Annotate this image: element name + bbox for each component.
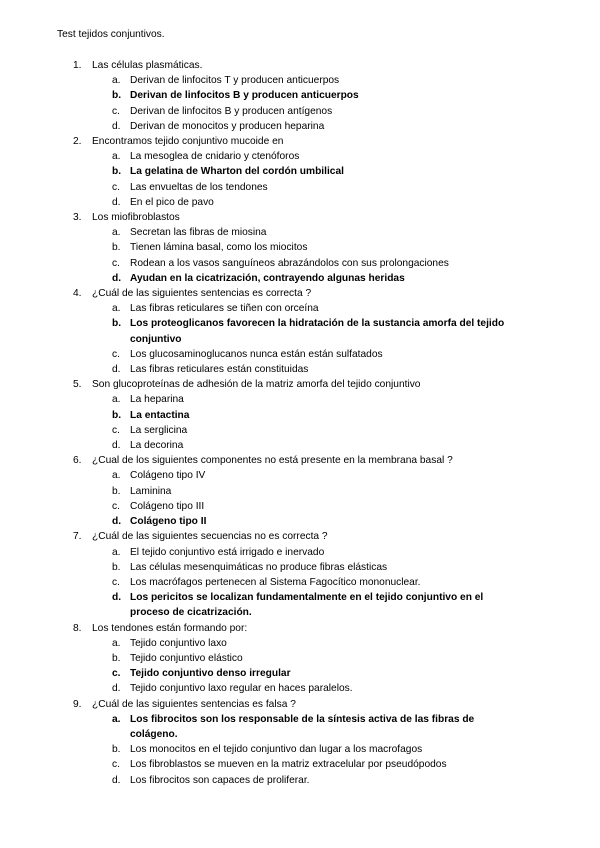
- option-text: Derivan de monocitos y producen heparina: [130, 120, 325, 132]
- question-1: [0, 58, 600, 134]
- question-text: Encontramos tejido conjuntivo mucoide en: [92, 136, 284, 148]
- question-number: 2.: [73, 136, 82, 148]
- correct-option: [0, 712, 600, 742]
- question-text: Los tendones están formando por:: [92, 622, 248, 634]
- option-list: [0, 225, 600, 286]
- option-letter: b.: [112, 409, 122, 421]
- option: [0, 757, 600, 772]
- option-list: [0, 712, 600, 788]
- option-list: [0, 636, 600, 697]
- option-text: Tejido conjuntivo laxo: [130, 637, 227, 649]
- question-8: [0, 621, 600, 697]
- option-letter: a.: [112, 75, 121, 87]
- option-text: Colágeno tipo IV: [130, 470, 206, 482]
- option-letter: c.: [112, 668, 121, 680]
- option: [0, 362, 600, 377]
- option-letter: b.: [112, 744, 121, 756]
- option-text: La entactina: [130, 409, 190, 421]
- option-text: Los glucosaminoglucanos nunca están están sulfatados: [130, 348, 383, 360]
- option-text: Tejido conjuntivo elástico: [130, 652, 243, 664]
- question-7: [0, 529, 600, 620]
- option-letter: d.: [112, 516, 122, 528]
- option-text: Los fibrocitos son capaces de proliferar.: [130, 774, 310, 786]
- option-list: [0, 545, 600, 621]
- option: [0, 773, 600, 788]
- correct-option: [0, 164, 600, 179]
- question-number: 9.: [73, 698, 82, 710]
- option-text: Ayudan en la cicatrización, contrayendo algunas heridas: [130, 272, 405, 284]
- option: [0, 438, 600, 453]
- option-text: Derivan de linfocitos B y producen antígenos: [130, 105, 333, 117]
- option-letter: a.: [112, 637, 121, 649]
- option-text: Los monocitos en el tejido conjuntivo dan lugar a los macrofagos: [130, 744, 423, 756]
- correct-option: [0, 514, 600, 529]
- option-text: Las fibras reticulares se tiñen con orceína: [130, 303, 319, 315]
- option: [0, 256, 600, 271]
- option-text: El tejido conjuntivo está irrigado e inervado: [130, 546, 325, 558]
- option-list: [0, 468, 600, 529]
- option-letter: b.: [112, 561, 121, 573]
- option: [0, 468, 600, 483]
- question-text: Las células plasmáticas.: [92, 60, 203, 71]
- question-text: ¿Cuál de las siguientes secuencias no es correcta ?: [92, 531, 328, 543]
- option-list: [0, 73, 600, 134]
- option-letter: d.: [112, 196, 121, 208]
- correct-option: [0, 590, 600, 620]
- option: [0, 225, 600, 240]
- option: [0, 651, 600, 666]
- option-letter: c.: [112, 759, 120, 771]
- option-letter: c.: [112, 105, 120, 117]
- option: [0, 347, 600, 362]
- option-text: La mesoglea de cnidario y ctenóforos: [130, 151, 300, 163]
- option-text: Rodean a los vasos sanguíneos abrazándolos con sus prolongaciones: [130, 257, 449, 269]
- option-letter: b.: [112, 242, 121, 254]
- option-list: [0, 392, 600, 453]
- question-text: Son glucoproteínas de adhesión de la matriz amorfa del tejido conjuntivo: [92, 379, 421, 391]
- option-text: Las fibras reticulares están constituidas: [130, 364, 309, 376]
- option-text: La gelatina de Wharton del cordón umbilical: [130, 166, 344, 178]
- option-letter: d.: [112, 272, 122, 284]
- option: [0, 104, 600, 119]
- option-letter: d.: [112, 440, 121, 452]
- option: [0, 484, 600, 499]
- question-number: 7.: [73, 531, 82, 543]
- option-letter: b.: [112, 90, 122, 102]
- document-title: Test tejidos conjuntivos.: [57, 29, 165, 40]
- option: [0, 742, 600, 757]
- option-text: Colágeno tipo III: [130, 500, 205, 512]
- option-text: Los macrófagos pertenecen al Sistema Fagocítico mononuclear.: [130, 576, 421, 588]
- option-text: Las células mesenquimáticas no produce fibras elásticas: [130, 561, 388, 573]
- option-letter: a.: [112, 151, 121, 163]
- option-letter: c.: [112, 424, 120, 436]
- option: [0, 575, 600, 590]
- question-3: [0, 210, 600, 286]
- question-number: 6.: [73, 455, 82, 467]
- option: [0, 195, 600, 210]
- question-text: ¿Cuál de las siguientes sentencias es falsa ?: [92, 698, 296, 710]
- option: [0, 240, 600, 255]
- option-letter: b.: [112, 166, 122, 178]
- option-text: Los fibrocitos son los responsable de la síntesis activa de las fibras de colágeno.: [130, 713, 475, 740]
- option-letter: c.: [112, 500, 120, 512]
- option: [0, 681, 600, 696]
- question-text: ¿Cual de los siguientes componentes no está presente en la membrana basal ?: [92, 455, 453, 467]
- option-list: [0, 149, 600, 210]
- option: [0, 392, 600, 407]
- question-9: [0, 697, 600, 788]
- option-letter: a.: [112, 470, 121, 482]
- question-number: 4.: [73, 288, 82, 300]
- correct-option: [0, 666, 600, 681]
- option: [0, 119, 600, 134]
- option: [0, 545, 600, 560]
- option-letter: d.: [112, 774, 121, 786]
- option-text: Las envueltas de los tendones: [130, 181, 268, 193]
- option-text: Derivan de linfocitos T y producen anticuerpos: [130, 75, 340, 87]
- option-letter: c.: [112, 181, 120, 193]
- option-text: Los proteoglicanos favorecen la hidratación de la sustancia amorfa del tejido conjuntivo: [130, 318, 505, 345]
- option: [0, 423, 600, 438]
- option-letter: a.: [112, 713, 121, 725]
- option: [0, 301, 600, 316]
- option: [0, 73, 600, 88]
- option-letter: a.: [112, 546, 121, 558]
- option-letter: d.: [112, 120, 121, 132]
- option-letter: d.: [112, 592, 122, 604]
- option-text: La decorina: [130, 440, 184, 452]
- question-text: Los miofibroblastos: [92, 212, 180, 224]
- option-text: Colágeno tipo II: [130, 516, 207, 528]
- option-text: Tejido conjuntivo laxo regular en haces paralelos.: [130, 683, 353, 695]
- option: [0, 180, 600, 195]
- option-letter: c.: [112, 348, 120, 360]
- question-6: [0, 453, 600, 529]
- question-number: 5.: [73, 379, 82, 391]
- option: [0, 499, 600, 514]
- option-letter: b.: [112, 652, 121, 664]
- question-list: [0, 58, 600, 788]
- option: [0, 560, 600, 575]
- option-letter: d.: [112, 364, 121, 376]
- option-text: En el pico de pavo: [130, 196, 214, 208]
- option-list: [0, 301, 600, 377]
- option-text: Laminina: [130, 485, 172, 497]
- option-letter: b.: [112, 485, 121, 497]
- option-letter: d.: [112, 683, 121, 695]
- option-text: Secretan las fibras de miosina: [130, 227, 267, 239]
- option-text: Tejido conjuntivo denso irregular: [130, 668, 291, 680]
- question-number: 1.: [73, 60, 82, 71]
- correct-option: [0, 88, 600, 103]
- question-text: ¿Cuál de las siguientes sentencias es correcta ?: [92, 288, 312, 300]
- option-text: La heparina: [130, 394, 184, 406]
- option-letter: c.: [112, 576, 120, 588]
- question-2: [0, 134, 600, 210]
- option-letter: a.: [112, 303, 121, 315]
- question-number: 3.: [73, 212, 82, 224]
- option: [0, 636, 600, 651]
- question-4: [0, 286, 600, 377]
- option-text: Los pericitos se localizan fundamentalmente en el tejido conjuntivo en el proceso de cicatrización.: [130, 592, 484, 619]
- question-5: [0, 377, 600, 453]
- option-text: Tienen lámina basal, como los miocitos: [130, 242, 308, 254]
- correct-option: [0, 271, 600, 286]
- option-letter: b.: [112, 318, 122, 330]
- option-letter: a.: [112, 227, 121, 239]
- option: [0, 149, 600, 164]
- question-number: 8.: [73, 622, 82, 634]
- correct-option: [0, 316, 600, 346]
- correct-option: [0, 408, 600, 423]
- option-text: La serglicina: [130, 424, 188, 436]
- option-letter: c.: [112, 257, 120, 269]
- option-text: Derivan de linfocitos B y producen anticuerpos: [130, 90, 359, 102]
- option-letter: a.: [112, 394, 121, 406]
- option-text: Los fibroblastos se mueven en la matriz extracelular por pseudópodos: [130, 759, 447, 771]
